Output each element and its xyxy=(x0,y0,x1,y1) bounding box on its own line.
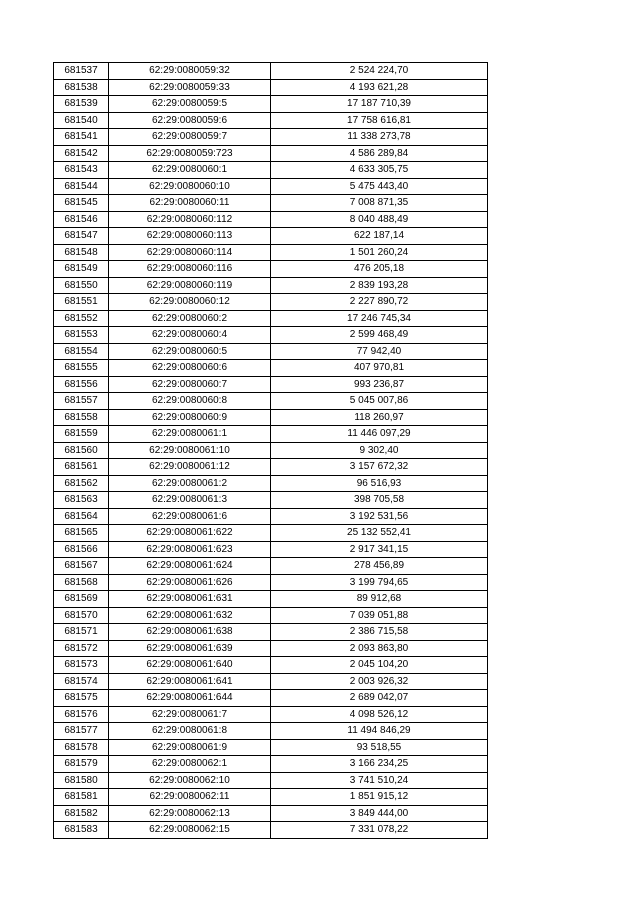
table-row xyxy=(54,244,488,261)
cadastral-number-cell: 62:29:0080061:638 xyxy=(109,624,271,641)
row-number-cell: 681577 xyxy=(54,723,109,740)
row-number-cell: 681539 xyxy=(54,96,109,113)
table-body xyxy=(54,63,488,839)
table-row xyxy=(54,145,488,162)
row-number-cell: 681581 xyxy=(54,789,109,806)
row-number-cell: 681552 xyxy=(54,310,109,327)
cadastral-value-cell: 25 132 552,41 xyxy=(271,525,488,542)
row-number-cell: 681548 xyxy=(54,244,109,261)
table-row xyxy=(54,541,488,558)
cadastral-number-cell: 62:29:0080060:1 xyxy=(109,162,271,179)
cadastral-value-cell: 93 518,55 xyxy=(271,739,488,756)
cadastral-number-cell: 62:29:0080061:623 xyxy=(109,541,271,558)
table-row xyxy=(54,129,488,146)
row-number-cell: 681541 xyxy=(54,129,109,146)
table-row xyxy=(54,673,488,690)
row-number-cell: 681556 xyxy=(54,376,109,393)
cadastral-value-cell: 17 758 616,81 xyxy=(271,112,488,129)
cadastral-number-cell: 62:29:0080062:13 xyxy=(109,805,271,822)
cadastral-number-cell: 62:29:0080060:11 xyxy=(109,195,271,212)
row-number-cell: 681549 xyxy=(54,261,109,278)
cadastral-value-cell: 2 045 104,20 xyxy=(271,657,488,674)
table-row xyxy=(54,772,488,789)
cadastral-value-cell: 7 008 871,35 xyxy=(271,195,488,212)
row-number-cell: 681578 xyxy=(54,739,109,756)
row-number-cell: 681540 xyxy=(54,112,109,129)
cadastral-value-cell: 398 705,58 xyxy=(271,492,488,509)
row-number-cell: 681554 xyxy=(54,343,109,360)
table-row xyxy=(54,690,488,707)
table-row xyxy=(54,756,488,773)
cadastral-number-cell: 62:29:0080061:641 xyxy=(109,673,271,690)
cadastral-number-cell: 62:29:0080059:6 xyxy=(109,112,271,129)
table-row xyxy=(54,63,488,80)
cadastral-number-cell: 62:29:0080060:10 xyxy=(109,178,271,195)
table-row xyxy=(54,706,488,723)
cadastral-number-cell: 62:29:0080061:8 xyxy=(109,723,271,740)
table-row xyxy=(54,475,488,492)
table-row xyxy=(54,508,488,525)
table-row xyxy=(54,525,488,542)
table-row xyxy=(54,360,488,377)
row-number-cell: 681566 xyxy=(54,541,109,558)
cadastral-value-cell: 993 236,87 xyxy=(271,376,488,393)
row-number-cell: 681557 xyxy=(54,393,109,410)
row-number-cell: 681538 xyxy=(54,79,109,96)
cadastral-number-cell: 62:29:0080060:8 xyxy=(109,393,271,410)
table-row xyxy=(54,789,488,806)
cadastral-number-cell: 62:29:0080060:5 xyxy=(109,343,271,360)
row-number-cell: 681537 xyxy=(54,63,109,80)
row-number-cell: 681550 xyxy=(54,277,109,294)
cadastral-number-cell: 62:29:0080061:624 xyxy=(109,558,271,575)
cadastral-value-cell: 476 205,18 xyxy=(271,261,488,278)
row-number-cell: 681574 xyxy=(54,673,109,690)
table-row xyxy=(54,591,488,608)
cadastral-number-cell: 62:29:0080059:723 xyxy=(109,145,271,162)
cadastral-value-cell: 3 741 510,24 xyxy=(271,772,488,789)
cadastral-number-cell: 62:29:0080060:112 xyxy=(109,211,271,228)
cadastral-value-cell: 7 331 078,22 xyxy=(271,822,488,839)
row-number-cell: 681561 xyxy=(54,459,109,476)
cadastral-value-cell: 622 187,14 xyxy=(271,228,488,245)
table-row xyxy=(54,96,488,113)
table-row xyxy=(54,79,488,96)
row-number-cell: 681555 xyxy=(54,360,109,377)
cadastral-value-cell: 278 456,89 xyxy=(271,558,488,575)
row-number-cell: 681562 xyxy=(54,475,109,492)
cadastral-value-cell: 3 199 794,65 xyxy=(271,574,488,591)
cadastral-value-cell: 17 187 710,39 xyxy=(271,96,488,113)
cadastral-value-cell: 3 849 444,00 xyxy=(271,805,488,822)
cadastral-number-cell: 62:29:0080060:116 xyxy=(109,261,271,278)
cadastral-number-cell: 62:29:0080060:9 xyxy=(109,409,271,426)
cadastral-value-cell: 5 475 443,40 xyxy=(271,178,488,195)
cadastral-number-cell: 62:29:0080059:7 xyxy=(109,129,271,146)
cadastral-value-cell: 4 586 289,84 xyxy=(271,145,488,162)
row-number-cell: 681559 xyxy=(54,426,109,443)
cadastral-number-cell: 62:29:0080061:640 xyxy=(109,657,271,674)
cadastral-value-cell: 3 192 531,56 xyxy=(271,508,488,525)
cadastral-value-cell: 3 157 672,32 xyxy=(271,459,488,476)
cadastral-number-cell: 62:29:0080061:644 xyxy=(109,690,271,707)
cadastral-value-cell: 4 633 305,75 xyxy=(271,162,488,179)
cadastral-value-cell: 96 516,93 xyxy=(271,475,488,492)
cadastral-number-cell: 62:29:0080062:1 xyxy=(109,756,271,773)
cadastral-value-cell: 407 970,81 xyxy=(271,360,488,377)
cadastral-number-cell: 62:29:0080061:12 xyxy=(109,459,271,476)
table-row xyxy=(54,327,488,344)
table-row xyxy=(54,376,488,393)
table-row xyxy=(54,261,488,278)
cadastral-value-cell: 2 386 715,58 xyxy=(271,624,488,641)
cadastral-value-cell: 11 446 097,29 xyxy=(271,426,488,443)
table-row xyxy=(54,178,488,195)
table-row xyxy=(54,393,488,410)
cadastral-value-cell: 8 040 488,49 xyxy=(271,211,488,228)
cadastral-value-cell: 2 689 042,07 xyxy=(271,690,488,707)
table-row xyxy=(54,426,488,443)
row-number-cell: 681569 xyxy=(54,591,109,608)
row-number-cell: 681572 xyxy=(54,640,109,657)
row-number-cell: 681575 xyxy=(54,690,109,707)
cadastral-value-cell: 1 501 260,24 xyxy=(271,244,488,261)
cadastral-value-cell: 11 494 846,29 xyxy=(271,723,488,740)
cadastral-number-cell: 62:29:0080059:32 xyxy=(109,63,271,80)
table-row xyxy=(54,162,488,179)
cadastral-number-cell: 62:29:0080060:2 xyxy=(109,310,271,327)
cadastral-value-cell: 9 302,40 xyxy=(271,442,488,459)
cadastral-number-cell: 62:29:0080060:4 xyxy=(109,327,271,344)
cadastral-number-cell: 62:29:0080059:33 xyxy=(109,79,271,96)
cadastral-value-cell: 1 851 915,12 xyxy=(271,789,488,806)
cadastral-value-cell: 11 338 273,78 xyxy=(271,129,488,146)
row-number-cell: 681551 xyxy=(54,294,109,311)
table-row xyxy=(54,805,488,822)
cadastral-number-cell: 62:29:0080062:11 xyxy=(109,789,271,806)
row-number-cell: 681542 xyxy=(54,145,109,162)
cadastral-value-cell: 5 045 007,86 xyxy=(271,393,488,410)
cadastral-number-cell: 62:29:0080062:10 xyxy=(109,772,271,789)
cadastral-number-cell: 62:29:0080061:626 xyxy=(109,574,271,591)
table-row xyxy=(54,277,488,294)
table-row xyxy=(54,624,488,641)
table-row xyxy=(54,459,488,476)
cadastral-value-cell: 2 003 926,32 xyxy=(271,673,488,690)
table-row xyxy=(54,574,488,591)
row-number-cell: 681546 xyxy=(54,211,109,228)
table-row xyxy=(54,294,488,311)
cadastral-number-cell: 62:29:0080061:632 xyxy=(109,607,271,624)
table-row xyxy=(54,195,488,212)
row-number-cell: 681567 xyxy=(54,558,109,575)
table-row xyxy=(54,739,488,756)
table-row xyxy=(54,492,488,509)
cadastral-value-cell: 2 524 224,70 xyxy=(271,63,488,80)
cadastral-value-cell: 2 093 863,80 xyxy=(271,640,488,657)
row-number-cell: 681564 xyxy=(54,508,109,525)
cadastral-number-cell: 62:29:0080060:12 xyxy=(109,294,271,311)
row-number-cell: 681565 xyxy=(54,525,109,542)
table-row xyxy=(54,723,488,740)
cadastral-number-cell: 62:29:0080061:7 xyxy=(109,706,271,723)
cadastral-value-cell: 77 942,40 xyxy=(271,343,488,360)
row-number-cell: 681558 xyxy=(54,409,109,426)
cadastral-number-cell: 62:29:0080061:9 xyxy=(109,739,271,756)
row-number-cell: 681545 xyxy=(54,195,109,212)
cadastral-number-cell: 62:29:0080061:631 xyxy=(109,591,271,608)
cadastral-value-cell: 89 912,68 xyxy=(271,591,488,608)
table-row xyxy=(54,558,488,575)
cadastral-number-cell: 62:29:0080060:113 xyxy=(109,228,271,245)
row-number-cell: 681579 xyxy=(54,756,109,773)
row-number-cell: 681582 xyxy=(54,805,109,822)
table-row xyxy=(54,607,488,624)
cadastral-value-cell: 4 193 621,28 xyxy=(271,79,488,96)
row-number-cell: 681543 xyxy=(54,162,109,179)
cadastral-value-cell: 2 227 890,72 xyxy=(271,294,488,311)
row-number-cell: 681583 xyxy=(54,822,109,839)
cadastral-value-cell: 2 839 193,28 xyxy=(271,277,488,294)
table-row xyxy=(54,343,488,360)
table-row xyxy=(54,409,488,426)
row-number-cell: 681544 xyxy=(54,178,109,195)
cadastral-value-cell: 2 599 468,49 xyxy=(271,327,488,344)
row-number-cell: 681580 xyxy=(54,772,109,789)
row-number-cell: 681568 xyxy=(54,574,109,591)
row-number-cell: 681553 xyxy=(54,327,109,344)
cadastral-number-cell: 62:29:0080060:114 xyxy=(109,244,271,261)
row-number-cell: 681571 xyxy=(54,624,109,641)
table-row xyxy=(54,211,488,228)
cadastral-number-cell: 62:29:0080060:119 xyxy=(109,277,271,294)
cadastral-number-cell: 62:29:0080060:7 xyxy=(109,376,271,393)
table-row xyxy=(54,640,488,657)
cadastral-value-table xyxy=(53,62,488,839)
row-number-cell: 681547 xyxy=(54,228,109,245)
cadastral-number-cell: 62:29:0080061:622 xyxy=(109,525,271,542)
row-number-cell: 681563 xyxy=(54,492,109,509)
cadastral-value-cell: 4 098 526,12 xyxy=(271,706,488,723)
cadastral-number-cell: 62:29:0080061:6 xyxy=(109,508,271,525)
table-row xyxy=(54,657,488,674)
cadastral-number-cell: 62:29:0080061:10 xyxy=(109,442,271,459)
cadastral-value-cell: 3 166 234,25 xyxy=(271,756,488,773)
cadastral-number-cell: 62:29:0080061:639 xyxy=(109,640,271,657)
table-row xyxy=(54,228,488,245)
row-number-cell: 681560 xyxy=(54,442,109,459)
table-row xyxy=(54,822,488,839)
row-number-cell: 681570 xyxy=(54,607,109,624)
row-number-cell: 681573 xyxy=(54,657,109,674)
cadastral-number-cell: 62:29:0080059:5 xyxy=(109,96,271,113)
cadastral-value-cell: 7 039 051,88 xyxy=(271,607,488,624)
row-number-cell: 681576 xyxy=(54,706,109,723)
table-row xyxy=(54,442,488,459)
cadastral-value-cell: 118 260,97 xyxy=(271,409,488,426)
cadastral-number-cell: 62:29:0080061:2 xyxy=(109,475,271,492)
table-row xyxy=(54,112,488,129)
table-row xyxy=(54,310,488,327)
cadastral-number-cell: 62:29:0080061:3 xyxy=(109,492,271,509)
cadastral-number-cell: 62:29:0080062:15 xyxy=(109,822,271,839)
cadastral-number-cell: 62:29:0080061:1 xyxy=(109,426,271,443)
cadastral-value-cell: 2 917 341,15 xyxy=(271,541,488,558)
cadastral-value-cell: 17 246 745,34 xyxy=(271,310,488,327)
cadastral-number-cell: 62:29:0080060:6 xyxy=(109,360,271,377)
